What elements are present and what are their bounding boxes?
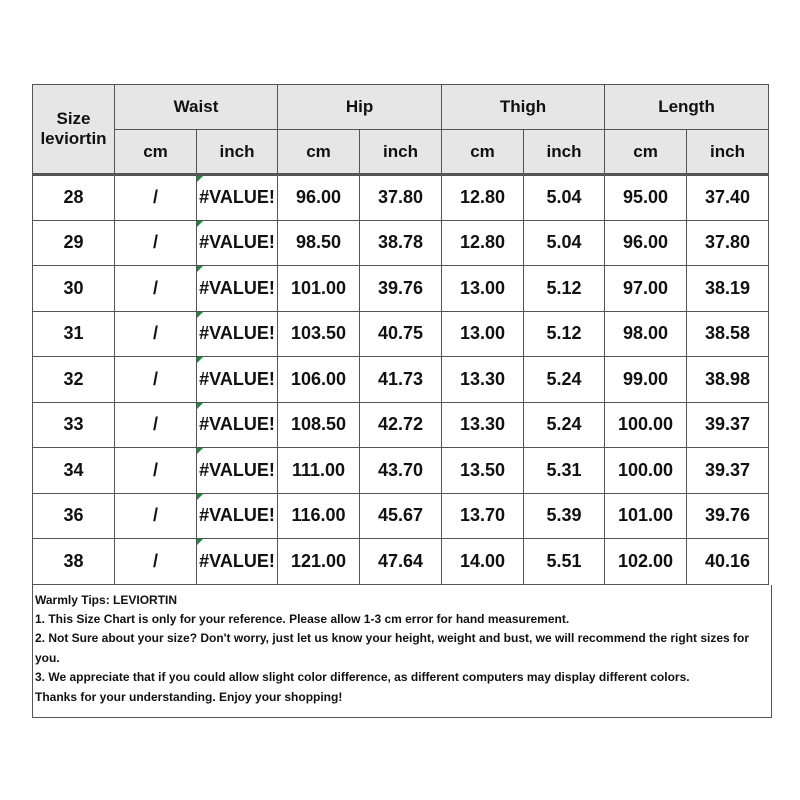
unit-header: inch <box>524 130 605 175</box>
unit-header: cm <box>442 130 524 175</box>
waist-cm-cell: / <box>115 493 197 539</box>
tips-title: Warmly Tips: LEVIORTIN <box>35 592 178 607</box>
hip-inch-cell: 42.72 <box>360 402 442 448</box>
length-cm-cell: 101.00 <box>605 493 687 539</box>
size-header-line2: leviortin <box>40 129 107 148</box>
hip-inch-cell: 37.80 <box>360 175 442 221</box>
waist-inch-cell: #VALUE! <box>197 493 278 539</box>
thigh-inch-cell: 5.24 <box>524 357 605 403</box>
thigh-inch-cell: 5.12 <box>524 266 605 312</box>
hip-cm-cell: 106.00 <box>278 357 360 403</box>
hip-header: Hip <box>278 85 442 130</box>
thigh-inch-cell: 5.04 <box>524 175 605 221</box>
thigh-cm-cell: 13.70 <box>442 493 524 539</box>
size-chart <box>32 84 768 718</box>
thigh-inch-cell: 5.51 <box>524 539 605 585</box>
size-cell: 36 <box>33 493 115 539</box>
length-cm-cell: 97.00 <box>605 266 687 312</box>
waist-cm-cell: / <box>115 402 197 448</box>
thigh-cm-cell: 12.80 <box>442 220 524 266</box>
length-inch-cell: 37.40 <box>687 175 769 221</box>
size-cell: 31 <box>33 311 115 357</box>
table-row <box>33 357 769 403</box>
table-body <box>33 175 769 585</box>
size-cell: 30 <box>33 266 115 312</box>
table-row <box>33 539 769 585</box>
thigh-inch-cell: 5.24 <box>524 402 605 448</box>
waist-cm-cell: / <box>115 220 197 266</box>
waist-inch-cell: #VALUE! <box>197 539 278 585</box>
tips-line-3: 3. We appreciate that if you could allow slight color difference, as different computers may display different colors. <box>35 670 690 685</box>
tips-line-4: Thanks for your understanding. Enjoy your shopping! <box>35 689 343 704</box>
table-row <box>33 266 769 312</box>
length-cm-cell: 96.00 <box>605 220 687 266</box>
size-header-line1: Size <box>56 109 91 128</box>
length-cm-cell: 100.00 <box>605 402 687 448</box>
waist-cm-cell: / <box>115 448 197 494</box>
length-inch-cell: 37.80 <box>687 220 769 266</box>
waist-cm-cell: / <box>115 175 197 221</box>
size-cell: 34 <box>33 448 115 494</box>
tips-box <box>32 585 772 718</box>
table-header <box>33 85 769 175</box>
tips-line-1: 1. This Size Chart is only for your reference. Please allow 1-3 cm error for hand measurement. <box>35 611 570 626</box>
size-cell: 29 <box>33 220 115 266</box>
thigh-inch-cell: 5.31 <box>524 448 605 494</box>
waist-inch-cell: #VALUE! <box>197 402 278 448</box>
table-row <box>33 402 769 448</box>
tips-line-2: 2. Not Sure about your size? Don't worry, just let us know your height, weight and bust, we will recommend the right sizes for you. <box>35 631 750 665</box>
length-cm-cell: 99.00 <box>605 357 687 403</box>
thigh-cm-cell: 13.50 <box>442 448 524 494</box>
size-cell: 38 <box>33 539 115 585</box>
length-inch-cell: 40.16 <box>687 539 769 585</box>
size-cell: 32 <box>33 357 115 403</box>
thigh-inch-cell: 5.04 <box>524 220 605 266</box>
waist-cm-cell: / <box>115 357 197 403</box>
hip-cm-cell: 108.50 <box>278 402 360 448</box>
hip-inch-cell: 45.67 <box>360 493 442 539</box>
waist-header: Waist <box>115 85 278 130</box>
size-cell: 28 <box>33 175 115 221</box>
hip-cm-cell: 121.00 <box>278 539 360 585</box>
waist-inch-cell: #VALUE! <box>197 311 278 357</box>
thigh-inch-cell: 5.12 <box>524 311 605 357</box>
hip-inch-cell: 43.70 <box>360 448 442 494</box>
hip-inch-cell: 38.78 <box>360 220 442 266</box>
table-row <box>33 220 769 266</box>
table-row <box>33 311 769 357</box>
waist-cm-cell: / <box>115 266 197 312</box>
table-row <box>33 448 769 494</box>
unit-header: inch <box>687 130 769 175</box>
hip-inch-cell: 39.76 <box>360 266 442 312</box>
hip-cm-cell: 103.50 <box>278 311 360 357</box>
length-inch-cell: 38.98 <box>687 357 769 403</box>
waist-cm-cell: / <box>115 539 197 585</box>
length-inch-cell: 38.58 <box>687 311 769 357</box>
hip-inch-cell: 41.73 <box>360 357 442 403</box>
waist-cm-cell: / <box>115 311 197 357</box>
hip-cm-cell: 101.00 <box>278 266 360 312</box>
length-inch-cell: 38.19 <box>687 266 769 312</box>
unit-header: inch <box>360 130 442 175</box>
table-row <box>33 493 769 539</box>
length-inch-cell: 39.37 <box>687 402 769 448</box>
thigh-cm-cell: 13.00 <box>442 266 524 312</box>
hip-cm-cell: 98.50 <box>278 220 360 266</box>
length-inch-cell: 39.37 <box>687 448 769 494</box>
hip-inch-cell: 47.64 <box>360 539 442 585</box>
waist-inch-cell: #VALUE! <box>197 175 278 221</box>
hip-inch-cell: 40.75 <box>360 311 442 357</box>
unit-header: inch <box>197 130 278 175</box>
waist-inch-cell: #VALUE! <box>197 266 278 312</box>
length-cm-cell: 100.00 <box>605 448 687 494</box>
hip-cm-cell: 116.00 <box>278 493 360 539</box>
length-cm-cell: 95.00 <box>605 175 687 221</box>
size-cell: 33 <box>33 402 115 448</box>
thigh-cm-cell: 12.80 <box>442 175 524 221</box>
length-cm-cell: 98.00 <box>605 311 687 357</box>
thigh-cm-cell: 14.00 <box>442 539 524 585</box>
hip-cm-cell: 111.00 <box>278 448 360 494</box>
unit-header: cm <box>605 130 687 175</box>
waist-inch-cell: #VALUE! <box>197 220 278 266</box>
size-header <box>33 85 115 175</box>
hip-cm-cell: 96.00 <box>278 175 360 221</box>
thigh-header: Thigh <box>442 85 605 130</box>
unit-header: cm <box>115 130 197 175</box>
unit-header: cm <box>278 130 360 175</box>
thigh-cm-cell: 13.30 <box>442 357 524 403</box>
thigh-cm-cell: 13.00 <box>442 311 524 357</box>
size-table <box>32 84 769 585</box>
length-inch-cell: 39.76 <box>687 493 769 539</box>
waist-inch-cell: #VALUE! <box>197 448 278 494</box>
thigh-cm-cell: 13.30 <box>442 402 524 448</box>
waist-inch-cell: #VALUE! <box>197 357 278 403</box>
thigh-inch-cell: 5.39 <box>524 493 605 539</box>
table-row <box>33 175 769 221</box>
length-header: Length <box>605 85 769 130</box>
length-cm-cell: 102.00 <box>605 539 687 585</box>
